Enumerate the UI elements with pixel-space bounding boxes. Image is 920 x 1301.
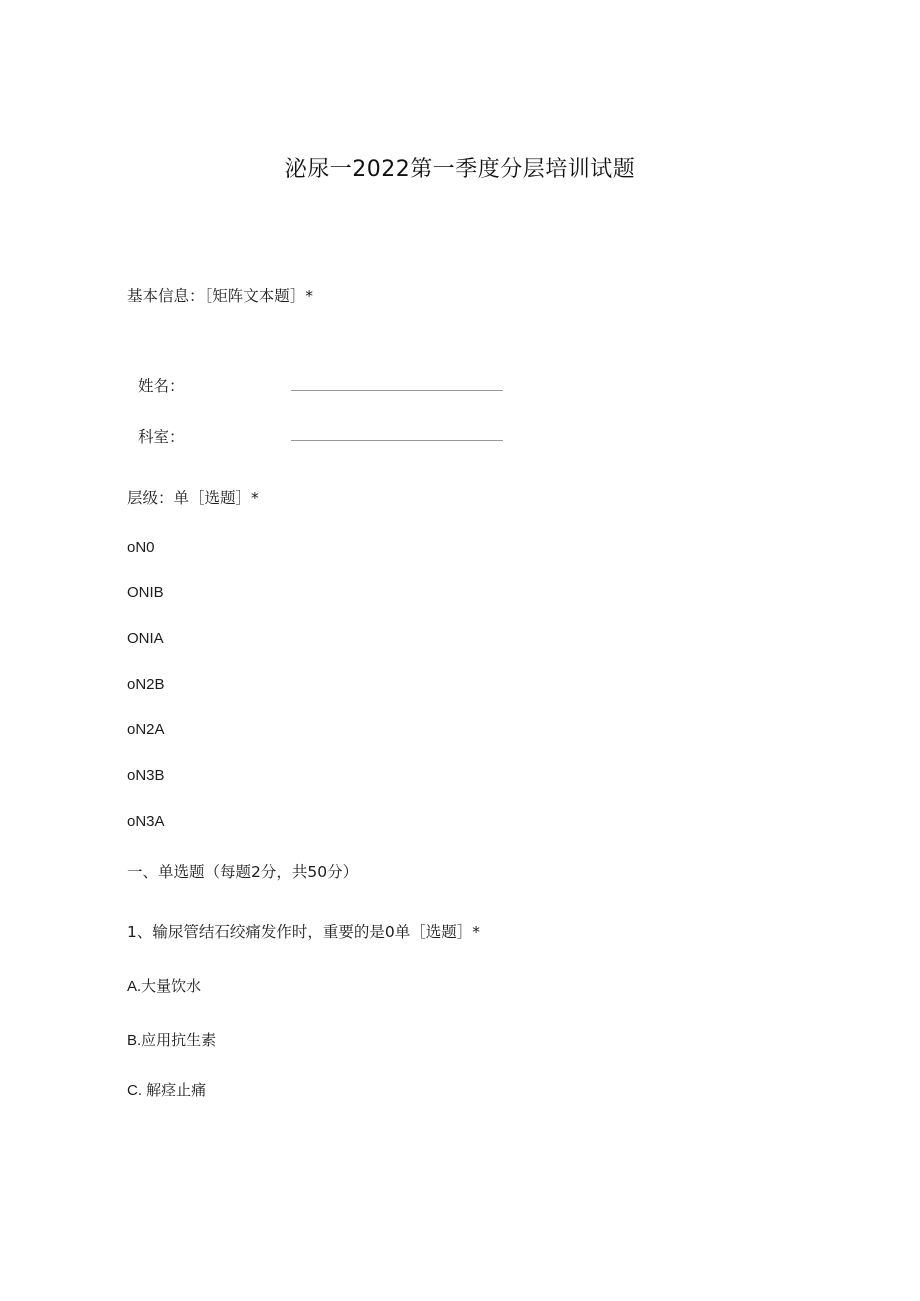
level-option-n1b[interactable]: ONIB xyxy=(127,584,164,601)
department-input-line[interactable] xyxy=(291,440,503,441)
level-option-n2a[interactable]: oN2A xyxy=(127,721,165,738)
question-1-option-b[interactable]: B.应用抗生素 xyxy=(127,1032,217,1049)
name-label: 姓名： xyxy=(138,377,185,395)
name-input-line[interactable] xyxy=(291,390,503,391)
level-option-n0[interactable]: oN0 xyxy=(127,539,155,556)
level-question-heading: 层级：单［选题］* xyxy=(127,489,259,507)
question-1-option-a[interactable]: A.大量饮水 xyxy=(127,978,202,995)
level-option-n3b[interactable]: oN3B xyxy=(127,767,165,784)
basic-info-heading: 基本信息：［矩阵文本题］* xyxy=(127,287,314,305)
question-1-text: 1、输尿管结石绞痛发作时，重要的是0单［选题］* xyxy=(127,923,480,941)
department-label: 科室： xyxy=(138,428,185,446)
question-1-option-c[interactable]: C. 解痉止痛 xyxy=(127,1082,207,1099)
level-option-n1a[interactable]: ONIA xyxy=(127,630,164,647)
section-one-heading: 一、单选题（每题2分，共50分） xyxy=(127,863,359,881)
document-title: 泌尿一2022第一季度分层培训试题 xyxy=(284,157,636,182)
level-option-n2b[interactable]: oN2B xyxy=(127,676,165,693)
level-option-n3a[interactable]: oN3A xyxy=(127,813,165,830)
